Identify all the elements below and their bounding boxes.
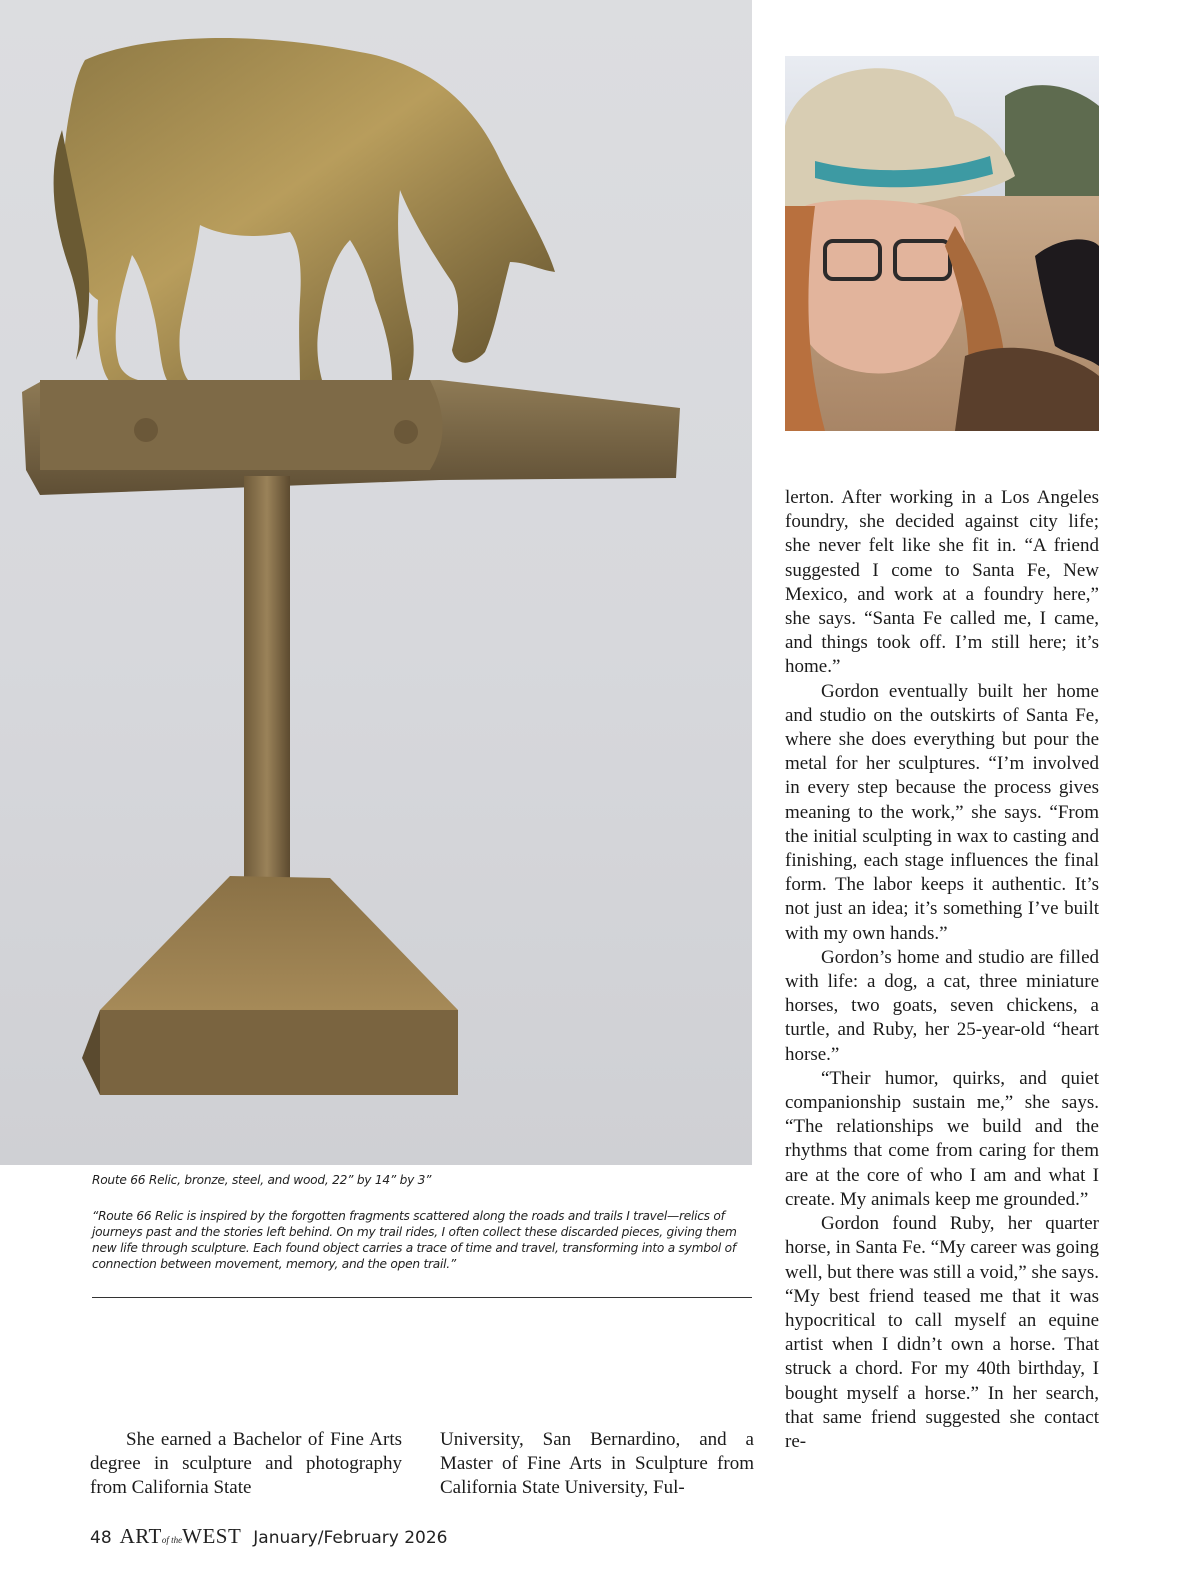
page-number: 48 xyxy=(90,1528,112,1548)
caption-divider xyxy=(92,1297,752,1298)
sculpture-photo xyxy=(0,0,752,1165)
paragraph: Gordon found Ruby, her quarter horse, in Santa Fe. “My career was going well, but there was still a void,” she says. “My best friend teased me that it was hypocritical to call myself an equine artist when I didn’t own a horse. That struck a chord. For my 40th birthday, I bought myself a horse.” In her search, that same friend suggested she contact re- xyxy=(785,1213,1099,1452)
page-footer xyxy=(90,1524,447,1554)
text-column-middle xyxy=(440,1428,754,1501)
artist-quote: “Route 66 Relic is inspired by the forgotten fragments scattered along the roads and trails I travel—relics of journeys past and the stories left behind. On my trail rides, I often collect these discarded pieces, giving them new life through sculpture. Each found object carries a trace of time and travel, transforming into a symbol of connection between movement, memory, and the open trail.” xyxy=(92,1209,737,1271)
portrait-image xyxy=(785,56,1099,431)
paragraph: “Their humor, quirks, and quiet companionship sustain me,” she says. “The relationships we build and the rhythms that come from caring for them are at the core of who I am and what I create. My animals keep me grounded.” xyxy=(785,1067,1099,1210)
text-column-left xyxy=(90,1428,402,1501)
paragraph: University, San Bernardino, and a Master of Fine Arts in Sculpture from California State University, Ful- xyxy=(440,1429,754,1499)
paragraph: lerton. After working in a Los Angeles foundry, she decided against city life; she never felt like she fit in. “A friend suggested I come to Santa Fe, New Mexico, and work at a foundry here,” she says. “Santa Fe called me, I came, and things took off. I’m still here; it’s home.” xyxy=(785,487,1099,678)
sculpture-image xyxy=(0,0,752,1165)
magazine-logo: ARTof theWEST xyxy=(119,1524,242,1548)
issue-date: January/February 2026 xyxy=(253,1528,448,1548)
text-column-right xyxy=(785,486,1099,1454)
paragraph: Gordon eventually built her home and studio on the outskirts of Santa Fe, where she does everything but pour the metal for her sculptures. “I’m involved in every step because the process gives meaning to the work,” she says. “From the initial sculpting in wax to casting and finishing, each stage influences the final form. The labor keeps it authentic. It’s not just an idea; it’s something I’ve built with my own hands.” xyxy=(785,680,1099,944)
artwork-credit: Route 66 Relic, bronze, steel, and wood, 22” by 14” by 3” xyxy=(92,1173,432,1187)
artist-portrait xyxy=(785,56,1099,431)
paragraph: She earned a Bachelor of Fine Arts degree in sculpture and photography from California State xyxy=(90,1429,402,1499)
figure-caption xyxy=(92,1172,752,1272)
paragraph: Gordon’s home and studio are filled with life: a dog, a cat, three miniature horses, two goats, seven chickens, a turtle, and Ruby, her 25-year-old “heart horse.” xyxy=(785,946,1099,1065)
